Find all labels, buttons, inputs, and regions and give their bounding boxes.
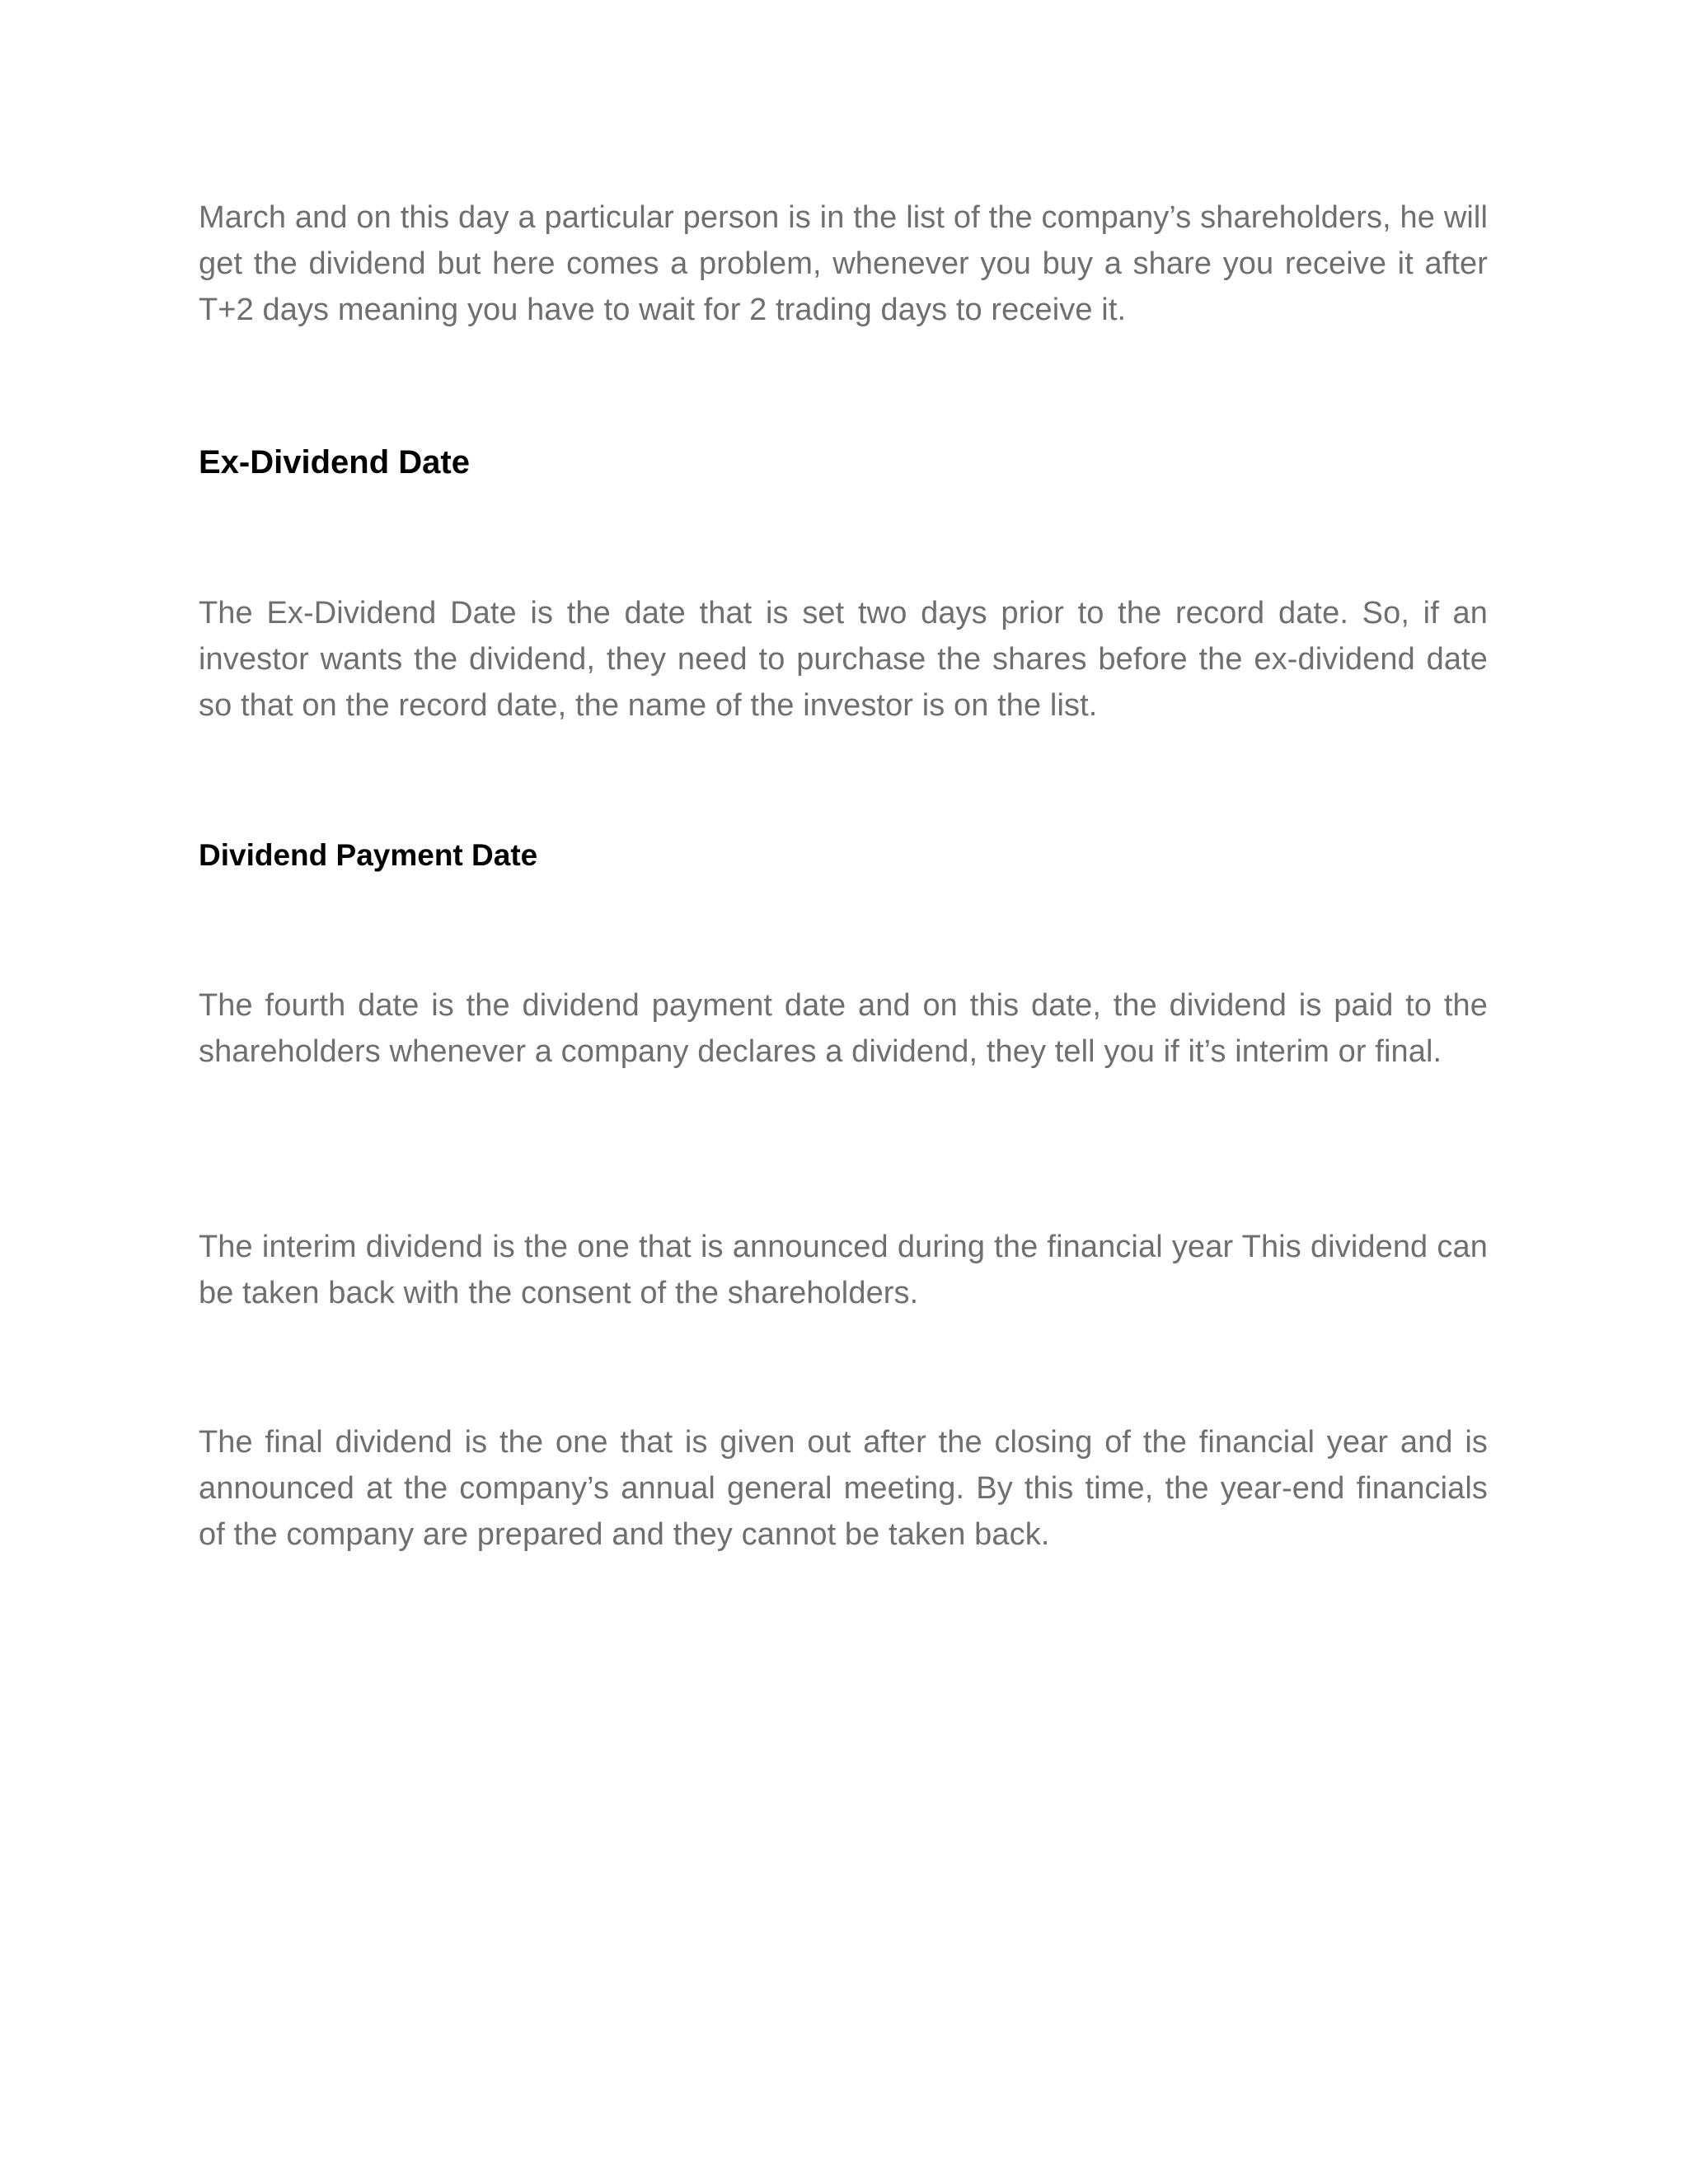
heading-ex-dividend-date: Ex-Dividend Date — [199, 444, 470, 480]
paragraph-interim-dividend: The interim dividend is the one that is announced during the financial year This dividend can be taken back with the consent of the shareholders. — [199, 1230, 1488, 1310]
paragraph-record-date-continued: March and on this day a particular person is in the list of the company’s shareholders, he will get the dividend but here comes a problem, whenever you buy a share you receive it after T+2 days meaning you have to wait for 2 trading days to receive it. — [199, 200, 1488, 327]
paragraph-ex-dividend-date: The Ex-Dividend Date is the date that is set two days prior to the record date. So, if an investor wants the dividend, they need to purchase the shares before the ex-dividend date so that on the record date, the name of the investor is on the list. — [199, 596, 1488, 723]
paragraph-dividend-payment-date: The fourth date is the dividend payment date and on this date, the dividend is paid to the shareholders whenever a company declares a dividend, they tell you if it’s interim or final. — [199, 988, 1488, 1069]
heading-dividend-payment-date: Dividend Payment Date — [199, 838, 538, 872]
paragraph-final-dividend: The final dividend is the one that is given out after the closing of the financial year and is announced at the company’s annual general meeting. By this time, the year-end financials of the company are prepared and they cannot be taken back. — [199, 1425, 1488, 1552]
